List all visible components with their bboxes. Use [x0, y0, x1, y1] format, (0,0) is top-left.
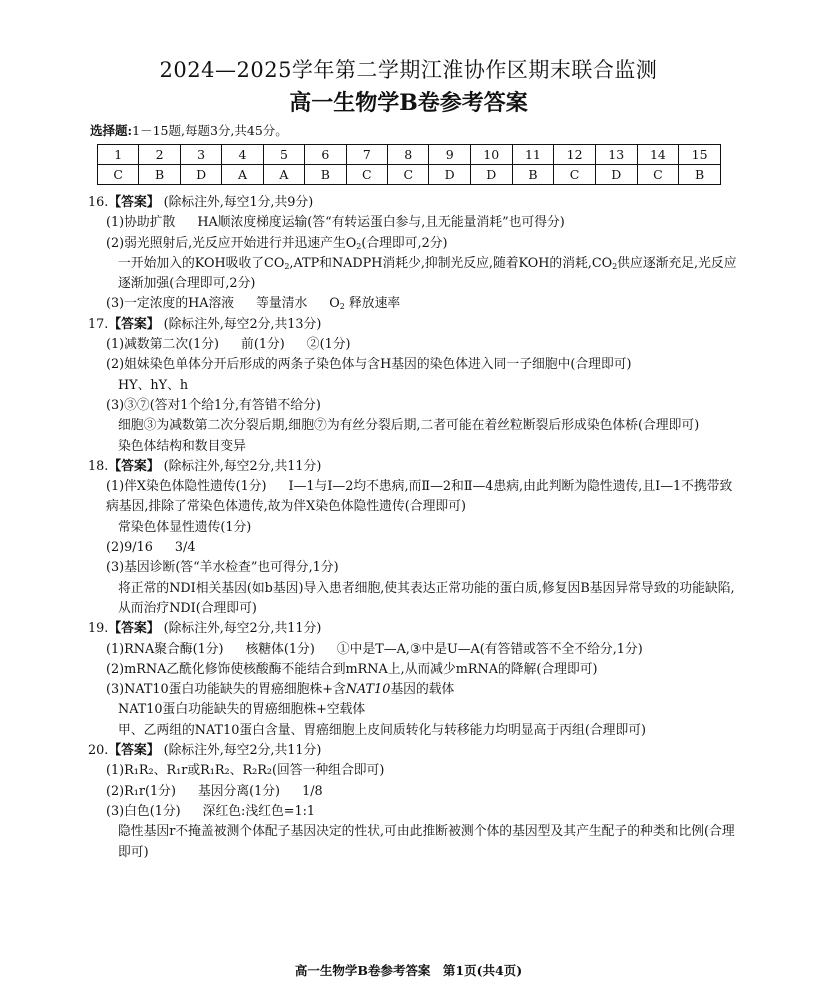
q16-header — [88, 193, 738, 213]
answer-cell: C — [346, 165, 387, 185]
qnum-cell: 6 — [305, 145, 346, 165]
q16-part2-explanation — [88, 254, 738, 295]
scoring-note: (除标注外,每空2分,共11分) — [163, 458, 322, 474]
answer-text: ②(1分) — [306, 337, 351, 353]
qnum-cell: 3 — [180, 145, 221, 165]
qnum-cell: 15 — [679, 145, 721, 165]
q18-part1-alt — [88, 518, 738, 538]
question-number: 19. — [88, 621, 109, 637]
answer-tag: 【答案】 — [108, 195, 160, 210]
answer-text: (1)伴X染色体隐性遗传(1分) — [106, 479, 267, 495]
q20-part2 — [88, 782, 738, 802]
answer-cell: C — [98, 165, 139, 185]
question-number: 20. — [88, 743, 109, 759]
answer-text: 隐性基因r不掩盖被测个体配子基因决定的性状,可由此推断被测个体的基因型及其产生配子的种类和比例(合理即可) — [118, 824, 735, 860]
subscript: 2 — [356, 241, 362, 251]
answer-text: (3)基因诊断(答“羊水检查”也可得分,1分) — [106, 560, 339, 576]
answer-cell: B — [305, 165, 346, 185]
answer-tag: 【答案】 — [108, 743, 160, 759]
qnum-cell: 5 — [263, 145, 304, 165]
q17-part2 — [88, 355, 738, 375]
answer-cell: B — [512, 165, 554, 185]
q19-part3 — [88, 680, 738, 700]
answer-text: (3)NAT10蛋白功能缺失的胃癌细胞株+含 — [106, 682, 346, 698]
q20-part1 — [88, 761, 738, 781]
answer-text: (3)一定浓度的HA溶液 — [106, 296, 235, 312]
q18-part3 — [88, 558, 738, 578]
answer-text: 染色体结构和数目变异 — [118, 438, 246, 454]
answer-text: (2)弱光照射后,光反应开始进行并迅速产生O — [106, 235, 357, 251]
q19-part1 — [88, 640, 738, 660]
answer-cell: A — [263, 165, 304, 185]
answer-text: ,ATP和NADPH消耗少,抑制光反应,随着KOH的消耗,CO — [289, 255, 613, 271]
answer-text: O — [329, 296, 340, 312]
answer-text: 3/4 — [174, 540, 196, 556]
answer-text: (2)姐妹染色单体分开后形成的两条子染色体与含H基因的染色体进入同一子细胞中(合理即可) — [106, 357, 632, 373]
answer-cell: C — [388, 165, 429, 185]
answer-key-title: 高一生物学B卷参考答案 — [289, 90, 528, 116]
q17-part2-genotypes — [88, 376, 738, 396]
qnum-cell: 1 — [98, 145, 139, 165]
answer-text: ①中是T—A,③中是U—A(有答错或答不全不给分,1分) — [336, 641, 643, 657]
answer-text: (2)mRNA乙酰化修饰使核酸酶不能结合到mRNA上,从而减少mRNA的降解(合理即可) — [106, 661, 598, 677]
answer-text: Ⅰ—1与Ⅰ—2均不患病,而Ⅱ—2和Ⅱ—4患病,由此判断为隐性遗传,且Ⅰ—1不携带致病基因,排除了常染色体遗传,故为伴X染色体隐性遗传(合理即可) — [106, 479, 733, 515]
q17-part3 — [88, 396, 738, 416]
answer-text: 1/8 — [302, 783, 323, 799]
question-number: 17. — [88, 316, 109, 332]
qnum-cell: 14 — [637, 145, 679, 165]
answer-tag: 【答案】 — [108, 458, 160, 474]
scoring-note: (除标注外,每空2分,共13分) — [163, 316, 322, 332]
answer-cell: B — [679, 165, 721, 185]
q20-header — [88, 741, 738, 761]
answer-text: 等量清水 — [256, 296, 308, 312]
mc-instructions — [90, 121, 288, 139]
scoring-note: (除标注外,每空2分,共11分) — [163, 743, 322, 759]
answer-tag: 【答案】 — [108, 316, 160, 332]
answer-tag: 【答案】 — [108, 621, 160, 637]
qnum-cell: 12 — [554, 145, 596, 165]
answer-text: 基因分离(1分) — [197, 783, 281, 799]
q20-part3 — [88, 802, 738, 822]
q17-part3-variation — [88, 437, 738, 457]
answer-cell: B — [139, 165, 180, 185]
answer-text: (2)9/16 — [106, 540, 153, 556]
q19-header — [88, 619, 738, 639]
answer-cell: A — [222, 165, 263, 185]
qnum-cell: 11 — [512, 145, 554, 165]
q18-part2 — [88, 538, 738, 558]
mc-desc: 1－15题,每题3分,共45分。 — [132, 123, 288, 138]
question-number: 18. — [88, 458, 109, 474]
answer-cell: C — [554, 165, 596, 185]
answer-text: 基因的载体 — [390, 682, 455, 698]
answer-text: 供应逐渐充足,光反应逐渐加强(合理即可,2分) — [118, 255, 737, 292]
page-footer: 高一生物学B卷参考答案 第1页(共4页) — [294, 963, 523, 978]
question-number: 16. — [88, 195, 109, 210]
qnum-cell: 13 — [595, 145, 637, 165]
q19-part3-control — [88, 700, 738, 720]
answer-text: 常染色体显性遗传(1分) — [118, 519, 252, 535]
free-response-answers — [88, 193, 738, 863]
answer-text: (3)③⑦(答对1个给1分,有答错不给分) — [106, 397, 321, 413]
answer-text: NAT10蛋白功能缺失的胃癌细胞株+空载体 — [118, 702, 366, 718]
q17-part3-explanation — [88, 416, 738, 436]
answer-cell: D — [180, 165, 221, 185]
subscript: 2 — [284, 261, 290, 271]
qnum-cell: 10 — [470, 145, 512, 165]
mc-label: 选择题: — [90, 123, 133, 138]
q16-part3 — [88, 294, 738, 314]
answer-text: 深红色:浅红色=1:1 — [202, 803, 316, 819]
answer-text: 一开始加入的KOH吸收了CO — [118, 255, 285, 271]
gene-name: NAT10 — [345, 682, 391, 698]
answer-letter-row — [98, 165, 721, 185]
question-number-row — [98, 145, 721, 165]
qnum-cell: 8 — [388, 145, 429, 165]
q18-part3-explanation — [88, 579, 738, 620]
answer-text: (1)减数第二次(1分) — [106, 337, 220, 353]
qnum-cell: 7 — [346, 145, 387, 165]
subscript: 2 — [339, 302, 345, 312]
mc-answer-table — [97, 144, 721, 185]
qnum-cell: 4 — [222, 145, 263, 165]
answer-text: 释放速率 — [348, 296, 401, 312]
answer-cell: D — [595, 165, 637, 185]
q16-part2 — [88, 234, 738, 254]
q18-part1 — [88, 477, 738, 518]
answer-text: HA顺浓度梯度运输(答“有转运蛋白参与,且无能量消耗”也可得分) — [197, 215, 565, 231]
answer-cell: D — [429, 165, 470, 185]
answer-cell: C — [637, 165, 679, 185]
answer-cell: D — [470, 165, 512, 185]
subscript: 2 — [612, 261, 618, 271]
answer-text: 前(1分) — [241, 337, 285, 353]
answer-text: 将正常的NDI相关基因(如b基因)导入患者细胞,使其表达正常功能的蛋白质,修复因B基因异常导致的功能缺陷,从而治疗NDI(合理即可) — [118, 580, 735, 616]
answer-text: (1)RNA聚合酶(1分) — [106, 641, 224, 657]
q16-part1 — [88, 213, 738, 233]
answer-text: (1)R₁R₂、R₁r或R₁R₂、R₂R₂(回答一种组合即可) — [106, 763, 385, 779]
q18-header — [88, 457, 738, 477]
qnum-cell: 2 — [139, 145, 180, 165]
answer-text: 甲、乙两组的NAT10蛋白含量、胃癌细胞上皮间质转化与转移能力均明显高于丙组(合理即可) — [118, 722, 647, 738]
answer-text: 细胞③为减数第二次分裂后期,细胞⑦为有丝分裂后期,二者可能在着丝粒断裂后形成染色体桥(合理即可) — [118, 418, 700, 434]
q19-part3-result — [88, 721, 738, 741]
answer-text: (3)白色(1分) — [106, 803, 181, 819]
q17-part1 — [88, 335, 738, 355]
answer-text: (合理即可,2分) — [361, 235, 448, 251]
q20-part3-explanation — [88, 822, 738, 863]
answer-text: (2)R₁r(1分) — [106, 783, 176, 799]
answer-text: (1)协助扩散 — [106, 215, 176, 231]
exam-title: 2024—2025学年第二学期江淮协作区期末联合监测 — [159, 58, 658, 82]
answer-text: HY、hY、h — [118, 377, 189, 393]
q19-part2 — [88, 660, 738, 680]
scoring-note: (除标注外,每空1分,共9分) — [163, 195, 314, 210]
answer-text: 核糖体(1分) — [245, 641, 315, 657]
scoring-note: (除标注外,每空2分,共11分) — [163, 621, 322, 637]
qnum-cell: 9 — [429, 145, 470, 165]
q17-header — [88, 315, 738, 335]
